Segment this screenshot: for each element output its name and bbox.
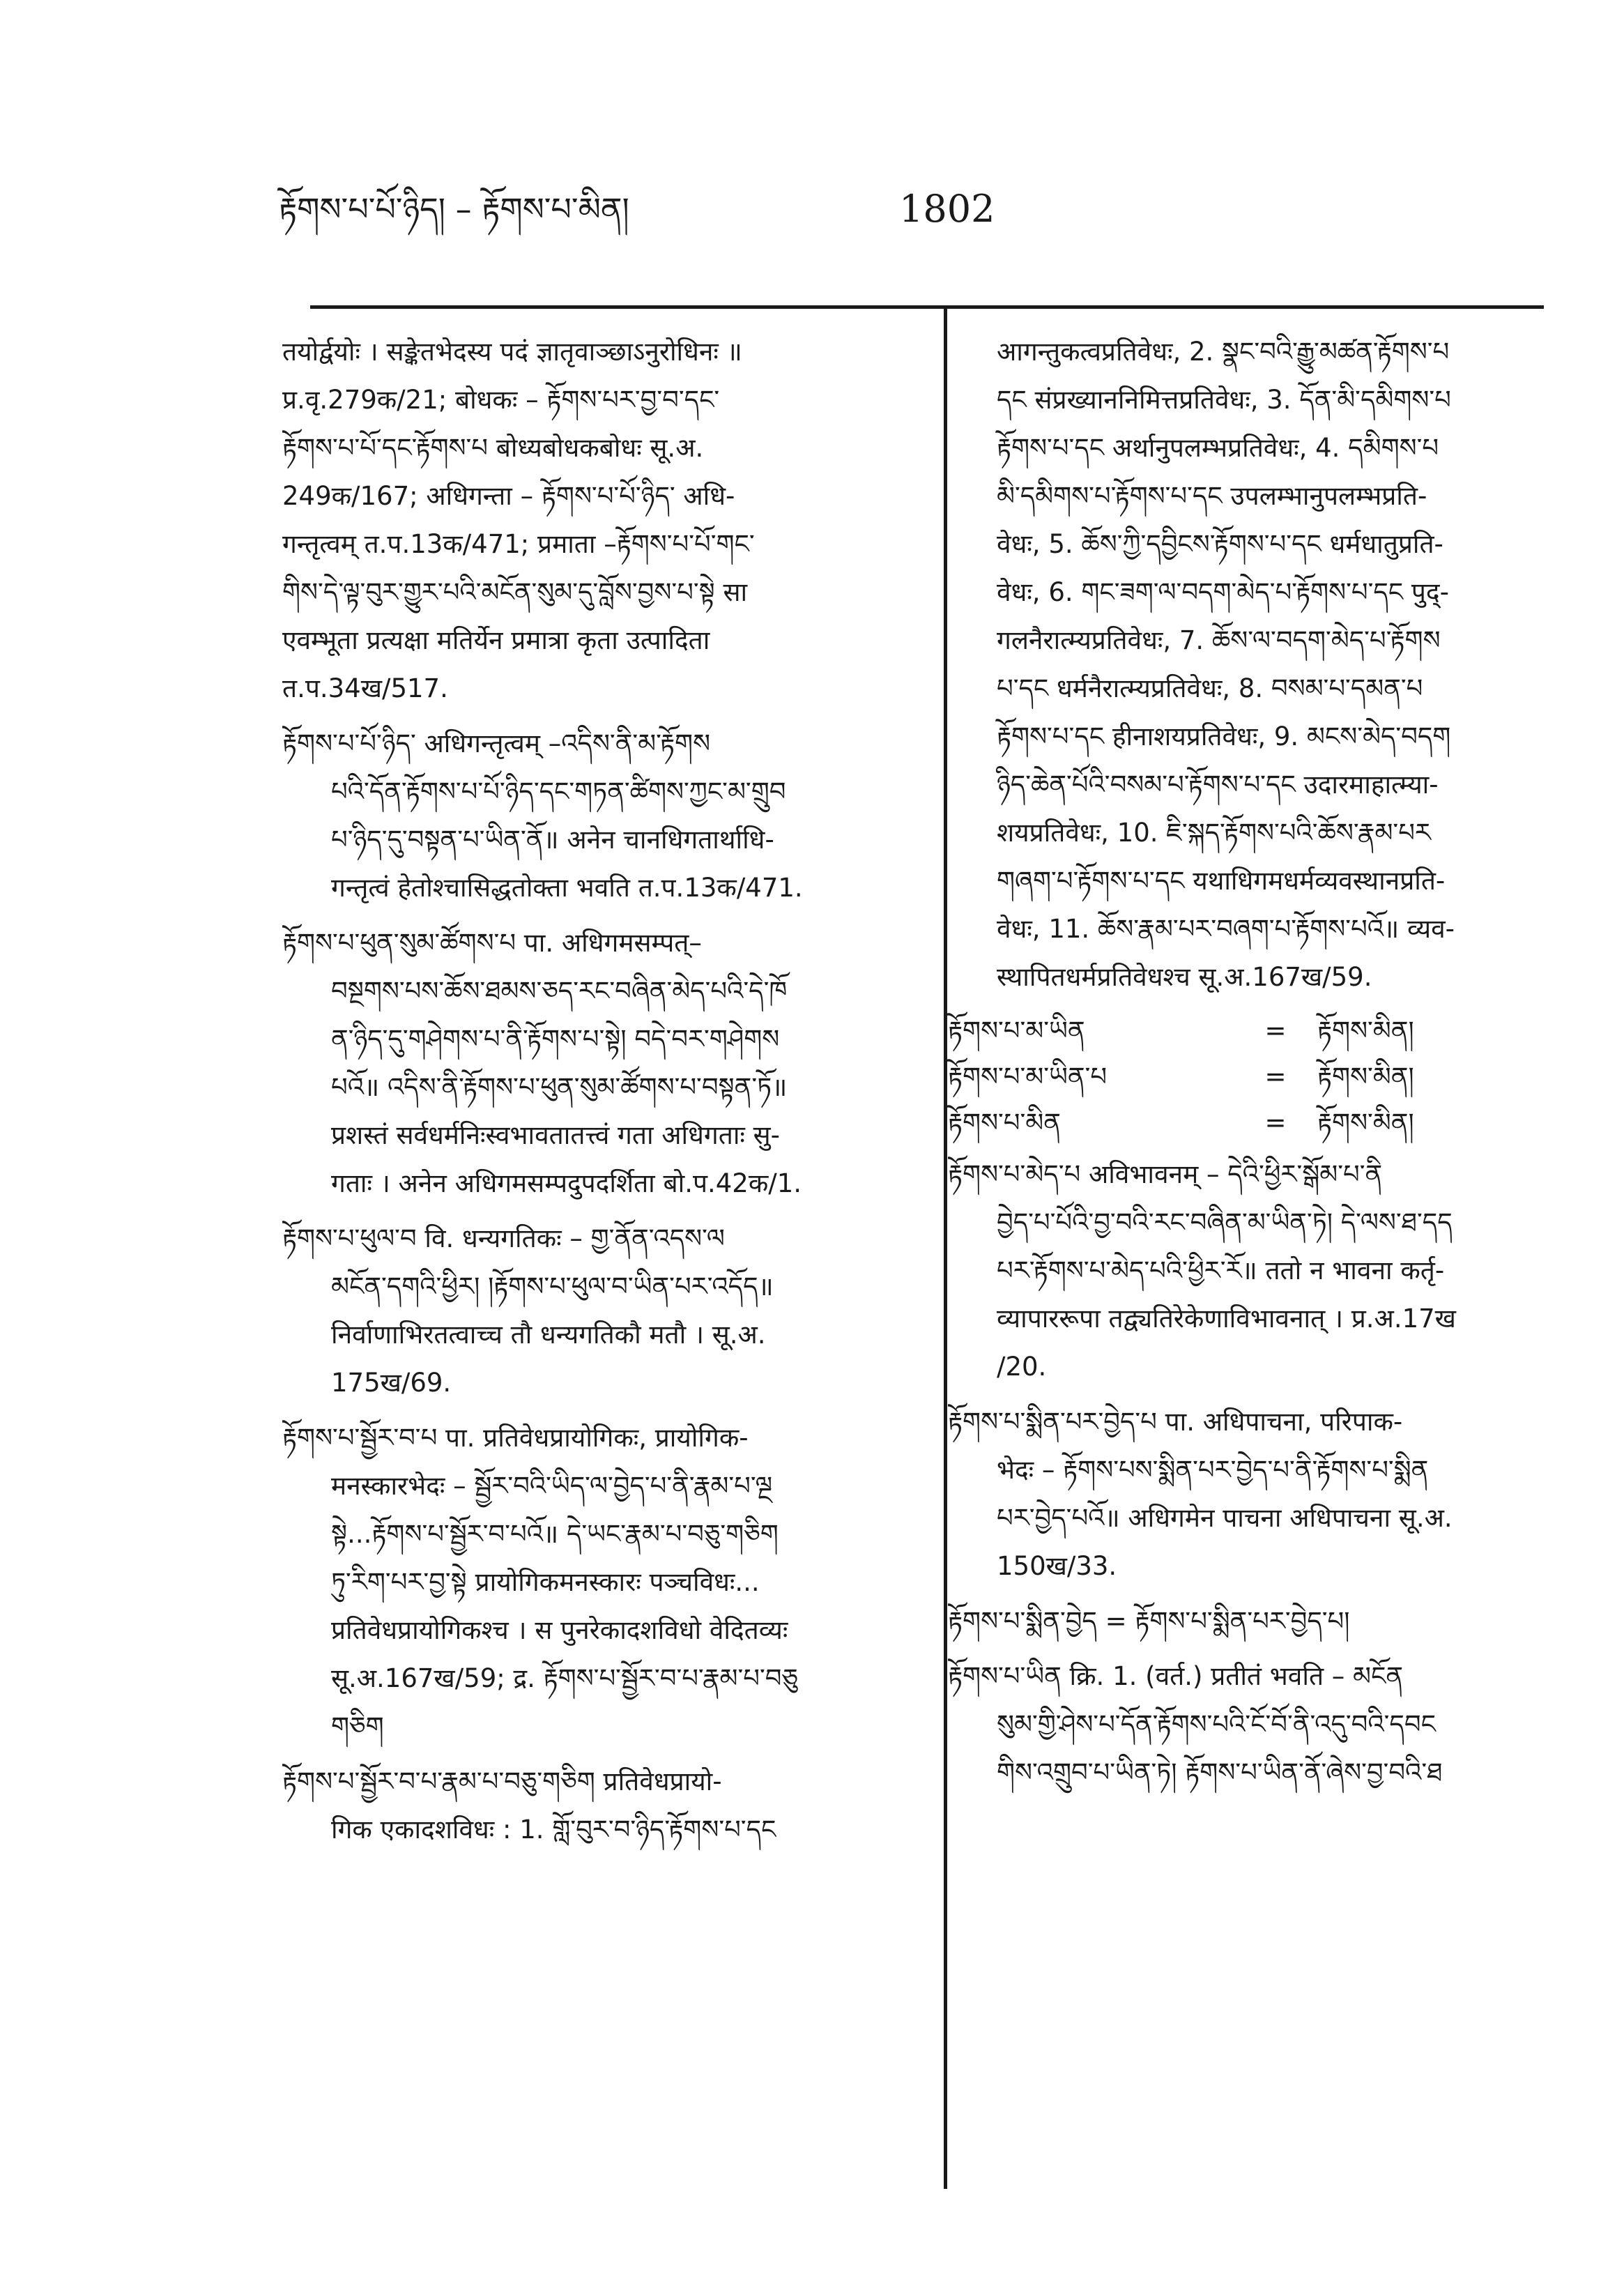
entry-line: प्र.वृ.279क/21; बोधकः – རྟོགས་པར་བྱ་བ་དང་ [282,385,720,415]
entry-line: པར་རྟོགས་པ་མེད་པའི་ཕྱིར་རོ॥ ततो न भावना कर्तृ- [997,1255,1445,1285]
entry-line: गलनैरात्म्यप्रतिवेधः, 7. ཆོས་ལ་བདག་མེད་པ་རྟོགས [997,625,1441,655]
entry-line: ན་ཉིད་དུ་གཤེགས་པ་ནི་རྟོགས་པ་སྟེ། བདེ་བར་གཤེགས [331,1024,780,1054]
entry-line: शयप्रतिवेधः, 10. ཇི་སྐད་རྟོགས་པའི་ཆོས་རྣམ་པར [997,818,1431,848]
entry-headword-line: རྟོགས་པ་པོ་ཉིད་ अधिगन्तृत्वम् –འདིས་ནི་མ་རྟོགས [282,728,711,758]
entry-line: प्रतिवेधप्रायोगिकश्च । स पुनरेकादशविधो वेदितव्यः [331,1615,788,1645]
entry-line: गन्तृत्वम् त.प.13क/471; प्रमाता –རྟོགས་པ་པོ་གང་ [282,529,755,559]
running-header: རྟོགས་པ་པོ་ཉིད། – རྟོགས་པ་མིན། [279,190,629,228]
entry-headword-line: རྟོགས་པ་སྦྱོར་བ་པ་རྣམ་པ་བཅུ་གཅིག प्रतिवेधप्रायो- [282,1766,722,1796]
entry-line: གཅིག [331,1711,384,1741]
entry-headword-line: རྟོགས་པ་ཕུན་སུམ་ཚོགས་པ पा. अधिगमसम्पत्– [282,928,702,958]
entry-line: गन्तृत्वं हेतोश्चासिद्धतोक्ता भवति त.प.13क/471. [331,873,803,903]
entry-line: 249क/167; अधिगन्ता – རྟོགས་པ་པོ་ཉིད་ अधि- [282,481,735,511]
entry-line: व्यापाररूपा तद्व्यतिरेकेणाविभावनात् । प्र.अ.17ख [997,1304,1456,1334]
entry-line: त.प.34ख/517. [282,673,448,703]
entry-line: གིས་དེ་ལྟ་བུར་གྱུར་པའི་མངོན་སུམ་དུ་བློས་བྱས་པ་སྟེ सा [282,577,748,607]
right-column [948,328,1533,1803]
entry-headword-line: རྟོགས་པ་ཕུལ་བ वि. धन्यगतिकः – གྱ་ནོན་འདས་ལ [282,1223,725,1253]
entry [282,1757,920,1854]
entry-line: པ་ཉིད་དུ་བསྟན་པ་ཡིན་ནོ॥ अनेन चानधिगतार्थाधि- [331,825,774,855]
column-divider [944,307,947,2189]
entry-line: རྟོགས་པ་པོ་དང་རྟོགས་པ बोध्यबोधकबोधः सू.अ. [282,433,704,463]
entry-headword-line: རྟོགས་པ་ཡིན क्रि. 1. (वर्त.) प्रतीतं भवति – མངོན [948,1661,1404,1691]
entry-line: गिक एकादशविधः : 1. གློ་བུར་བ་ཉིད་རྟོགས་པ་དང [331,1815,776,1845]
entry-line: པ་དང धर्मनैरात्म्यप्रतिवेधः, 8. བསམ་པ་དམན་པ [997,673,1423,703]
entry-line: དང संप्रख्याननिमित्तप्रतिवेधः, 3. དོན་མི་དམིགས་པ [997,385,1451,415]
entry [282,919,920,1207]
entry-line: བྱེད་པ་པོའི་བྱ་བའི་རང་བཞིན་མ་ཡིན་ཏེ། དེ་ལས་ཐ་དད [997,1207,1453,1237]
entry-line: སྟེ...རྟོགས་པ་སྦྱོར་བ་པའོ॥ དེ་ཡང་རྣམ་པ་བཅུ་གཅིག [331,1519,779,1549]
entry-headword-line: རྟོགས་པ་སྨིན་བྱེད = རྟོགས་པ་སྨིན་པར་བྱེད་པ། [948,1606,1350,1636]
page-number: 1802 [899,187,995,231]
entry [282,328,920,712]
entry-line: ཉིད་ཆེན་པོའི་བསམ་པ་རྟོགས་པ་དང उदारमाहात्म्या- [997,770,1439,800]
entry-line: वेधः, 11. ཆོས་རྣམ་པར་བཞག་པ་རྟོགས་པའོ॥ व्यव- [997,914,1455,944]
entry-line: /20. [997,1352,1047,1382]
entry-line: तयोर्द्वयोः । सङ्केतभेदस्य पदं ज्ञातृवाञ्छाऽनुरोधिनः ॥ [282,337,742,367]
equivalence-headword: རྟོགས་པ་མ་ཡིན་པ [948,1062,1108,1092]
equivalence-headword: རྟོགས་པ་མིན [948,1108,1061,1138]
entry [948,1150,1533,1391]
entry-line: भेदः – རྟོགས་པས་སྨིན་པར་བྱེད་པ་ནི་རྟོགས་པ་སྨིན [997,1455,1429,1485]
entry-line: རྟོགས་པ་དང अर्थानुपलम्भप्रतिवेधः, 4. དམིགས་པ [997,433,1439,463]
entry-headword-line: རྟོགས་པ་མེད་པ अविभावनम् – དེའི་ཕྱིར་སྒོམ་པ་ནི [948,1159,1383,1189]
entry-line: 150ख/33. [997,1551,1117,1581]
entry-continuation [948,328,1533,1001]
entry-line: एवम्भूता प्रत्यक्षा मतिर्येन प्रमात्रा कृता उत्पादिता [282,625,710,655]
entry [282,719,920,912]
entry [948,1652,1533,1796]
entry-line: आगन्तुकत्वप्रतिवेधः, 2. སྣང་བའི་རྒྱུ་མཚན་རྟོགས་པ [997,337,1450,367]
entry-line: གིས་འགྲུབ་པ་ཡིན་ཏེ། རྟོགས་པ་ཡིན་ནོ་ཞེས་བྱ་བའི་ཐ [997,1757,1443,1787]
entry-line: स्थापितधर्मप्रतिवेधश्च सू.अ.167ख/59. [997,962,1372,992]
entry-line: वेधः, 6. གང་ཟག་ལ་བདག་མེད་པ་རྟོགས་པ་དང पुद्- [997,577,1449,607]
entry-line: ཏུ་རིག་པར་བྱ་སྟེ प्रायोगिकमनस्कारः पञ्चविधः... [331,1567,760,1597]
entry-line: པར་བྱེད་པའོ॥ अधिगमेन पाचना अधिपाचना सू.अ. [997,1503,1453,1533]
equals-sign: = [1264,1062,1287,1092]
entry-line: སུམ་གྱི་ཤེས་པ་དོན་རྟོགས་པའི་ངོ་བོ་ནི་འདུ་བའི་དབང [997,1709,1436,1739]
equivalence-list [948,1008,1533,1146]
entry-headword-line: རྟོགས་པ་སྨིན་པར་བྱེད་པ पा. अधिपाचना, परिपाक- [948,1407,1403,1437]
left-column [282,328,920,1861]
entry-line: མི་དམིགས་པ་རྟོགས་པ་དང उपलम्भानुपलम्भप्रति- [997,481,1427,511]
entry [282,1414,920,1750]
entry-line: मनस्कारभेदः – སྦྱོར་བའི་ཡིད་ལ་བྱེད་པ་ནི་རྣམ་པ་ལྔ [331,1471,773,1501]
entry [948,1597,1533,1645]
entry-line: वेधः, 5. ཆོས་ཀྱི་དབྱིངས་རྟོགས་པ་དང धर्मधातुप्रति- [997,529,1443,559]
equivalence-row [948,1100,1533,1146]
entry-line: བསྔགས་པས་ཆོས་ཐམས་ཅད་རང་བཞིན་མེད་པའི་དེ་ཁོ [331,976,788,1006]
entry-line: गताः । अनेन अधिगमसम्पदुपदर्शिता बो.प.42क/1. [331,1168,802,1198]
equivalence-target: རྟོགས་མིན། [1317,1062,1414,1092]
entry-line: सू.अ.167ख/59; द्र. རྟོགས་པ་སྦྱོར་བ་པ་རྣམ་པ་བཅུ [331,1663,799,1693]
entry-line: མངོན་དགའི་ཕྱིར། །རྟོགས་པ་ཕུལ་བ་ཡིན་པར་འདོད॥ [331,1272,774,1301]
equivalence-row [948,1054,1533,1100]
entry-line: གཞག་པ་རྟོགས་པ་དང यथाधिगमधर्मव्यवस्थानप्रति- [997,866,1446,896]
equivalence-target: རྟོགས་མིན། [1317,1108,1414,1138]
equals-sign: = [1264,1016,1287,1046]
entry [948,1398,1533,1590]
entry-line: རྟོགས་པ་དང हीनाशयप्रतिवेधः, 9. མངས་མེད་བདག [997,721,1451,751]
entry-line: པའོ॥ འདིས་ནི་རྟོགས་པ་ཕུན་སུམ་ཚོགས་པ་བསྟན་ཏོ॥ [331,1072,788,1102]
equivalence-row [948,1008,1533,1054]
entry-line: པའི་དོན་རྟོགས་པ་པོ་ཉིད་དང་གཏན་ཚིགས་ཀྱང་མ་གྲུབ [331,777,786,807]
entry-line: प्रशस्तं सर्वधर्मनिःस्वभावतातत्त्वं गता अधिगताः सु- [331,1120,780,1150]
entry-line: 175ख/69. [331,1368,452,1398]
entry [282,1214,920,1407]
header-rule [310,305,1544,309]
equivalence-headword: རྟོགས་པ་མ་ཡིན [948,1016,1085,1046]
entry-headword-line: རྟོགས་པ་སྦྱོར་བ་པ पा. प्रतिवेधप्रायोगिकः, प्रायोगिक- [282,1423,749,1453]
equivalence-target: རྟོགས་མིན། [1317,1016,1414,1046]
entry-line: निर्वाणाभिरतत्वाच्च तौ धन्यगतिकौ मतौ । सू.अ. [331,1320,766,1350]
equals-sign: = [1264,1108,1287,1138]
